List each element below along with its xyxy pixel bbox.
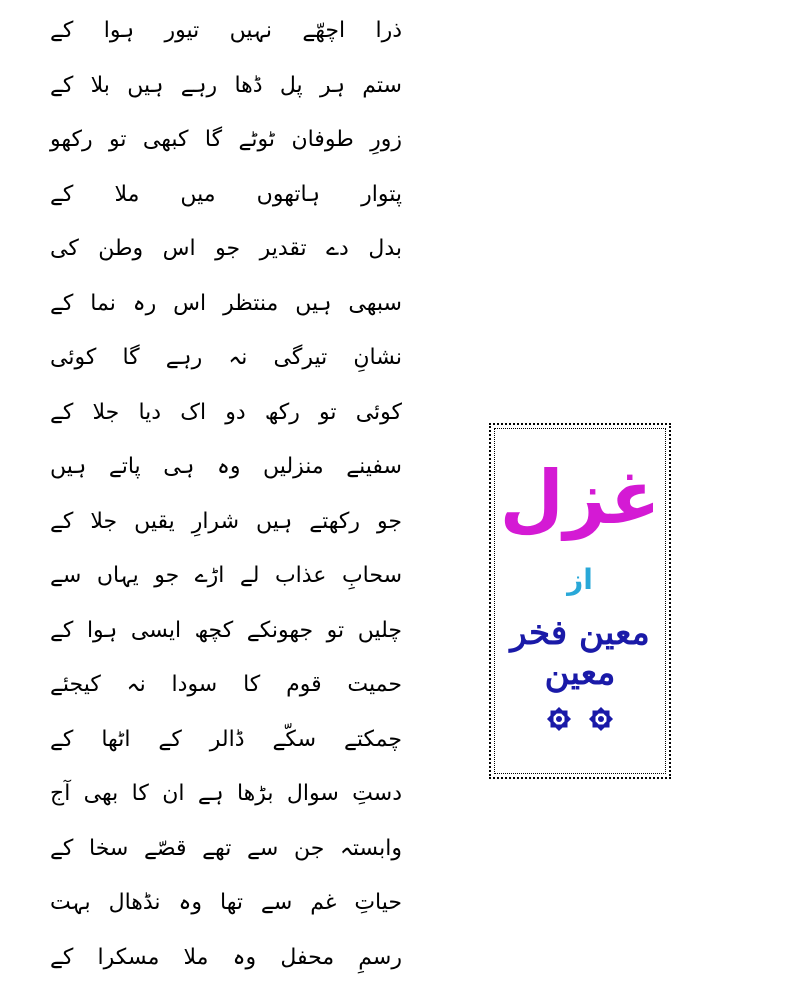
verse-line: چمکتے سکّے ڈالر کے اٹھا کے [30, 713, 422, 768]
title-box [489, 423, 671, 779]
author-name: معین فخر معین [491, 613, 669, 693]
star-ornament-icon [545, 705, 573, 733]
verse-line: نشانِ تیرگی نہ رہے گا کوئی [30, 331, 422, 386]
verse-line: کوئی تو رکھ دو اک دیا جلا کے [30, 386, 422, 441]
verse-line: ذرا اچھّے نہیں تیور ہوا کے [30, 4, 422, 59]
verse-line: رسمِ محفل وہ ملا مسکرا کے [30, 931, 422, 985]
verse-line: سحابِ عذاب لے اڑے جو یہاں سے [30, 549, 422, 604]
verse-line: زورِ طوفان ٹوٹے گا کبھی تو رکھو [30, 113, 422, 168]
star-ornament-icon [587, 705, 615, 733]
verse-line: سفینے منزلیں وہ ہی پاتے ہیں [30, 440, 422, 495]
ghazal-title: غزل [491, 453, 669, 543]
verse-line: پتوار ہاتھوں میں ملا کے [30, 168, 422, 223]
verse-line: حمیت قوم کا سودا نہ کیجئے [30, 658, 422, 713]
verse-line: حیاتِ غم سے تھا وہ نڈھال بہت [30, 876, 422, 931]
by-label: از [491, 563, 669, 596]
verse-line: چلیں تو جھونکے کچھ ایسی ہوا کے [30, 604, 422, 659]
verse-line: ستم ہر پل ڈھا رہے ہیں بلا کے [30, 59, 422, 114]
verse-line: جو رکھتے ہیں شرارِ یقیں جلا کے [30, 495, 422, 550]
verse-line: دستِ سوال بڑھا ہے ان کا بھی آج [30, 767, 422, 822]
verse-line: سبھی ہیں منتظر اس رہ نما کے [30, 277, 422, 332]
ornament-row [491, 705, 669, 733]
verse-line: بدل دے تقدیر جو اس وطن کی [30, 222, 422, 277]
ghazal-verses [30, 4, 422, 985]
verse-line: وابستہ جن سے تھے قصّے سخا کے [30, 822, 422, 877]
